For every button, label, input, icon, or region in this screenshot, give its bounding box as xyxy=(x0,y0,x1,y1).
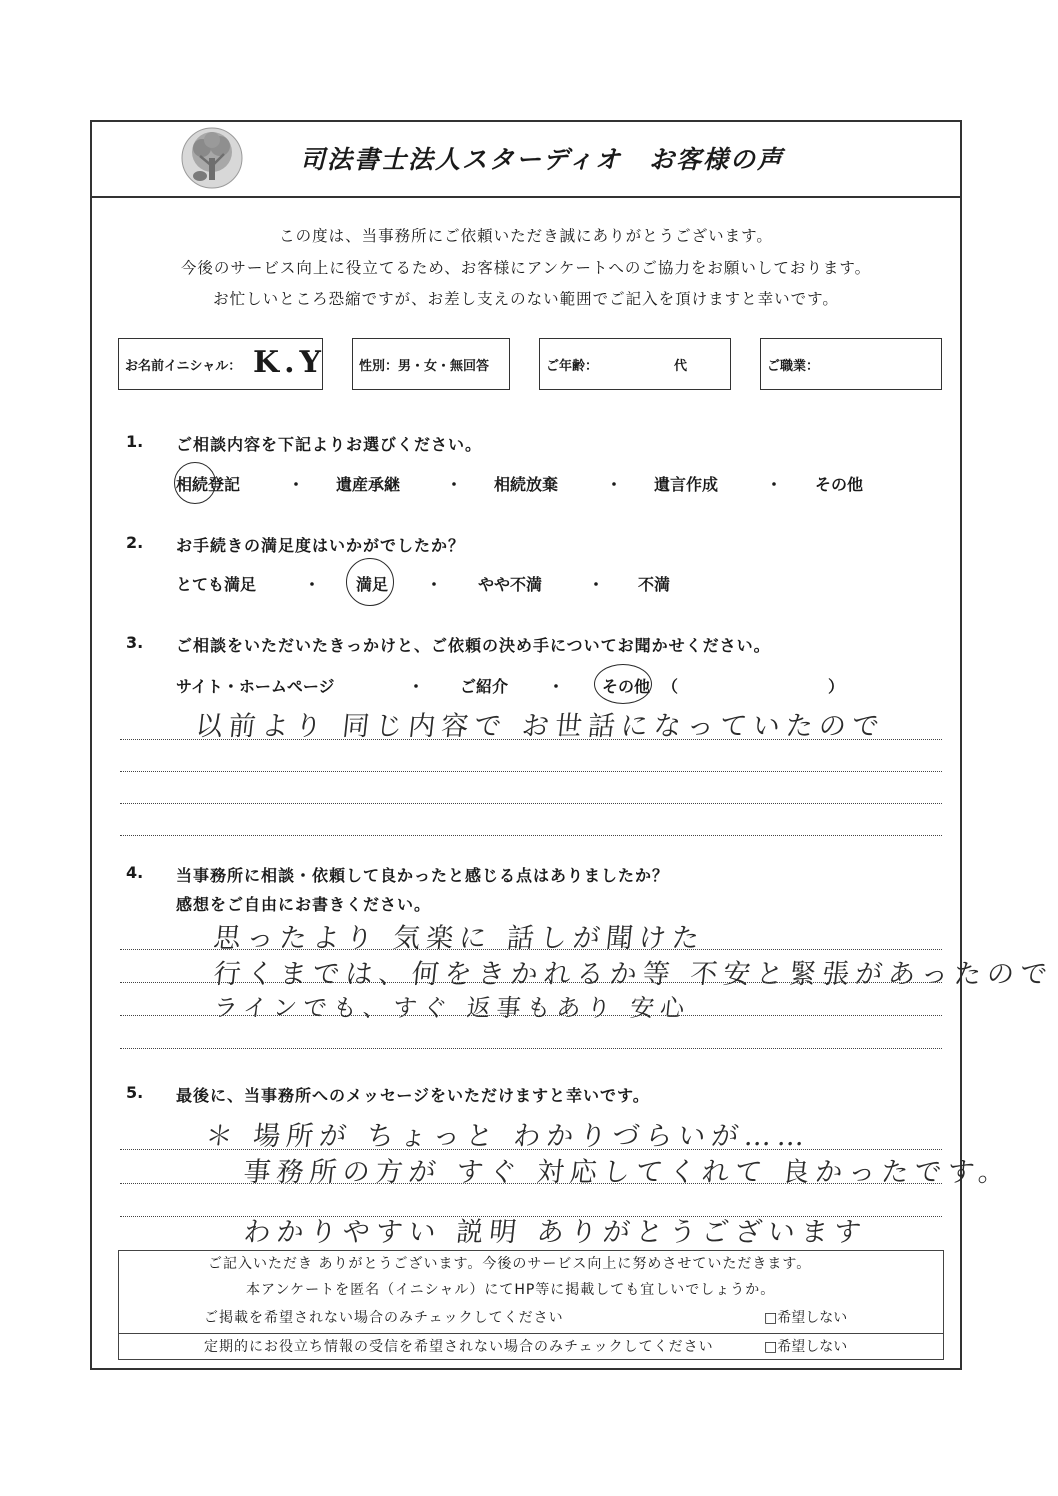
q4-handwritten-line-1: 思ったより 気楽に 話しが聞けた xyxy=(212,923,707,954)
separator-dot: ・ xyxy=(606,475,623,494)
separator-dot: ・ xyxy=(408,677,425,696)
q3-paren-open: （ xyxy=(662,677,679,696)
footer-thanks: ご記入いただき ありがとうございます。今後のサービス向上に努めさせていただきます。 xyxy=(208,1256,812,1272)
q2-text: お手続きの満足度はいかがでしたか？ xyxy=(176,536,466,555)
q5-text: 最後に、当事務所へのメッセージをいただけますと幸いです。 xyxy=(176,1086,650,1105)
answer-line xyxy=(120,982,942,983)
answer-line xyxy=(120,949,942,950)
q1-option-estate-succession[interactable]: 遺産承継 xyxy=(336,475,401,494)
page-title: 司法書士法人スターディオ お客様の声 xyxy=(300,145,785,174)
answer-line xyxy=(120,1216,942,1217)
initial-label: お名前イニシャル： xyxy=(125,359,242,374)
q1-selected-circle xyxy=(174,462,216,504)
q3-paren-close: ） xyxy=(828,677,845,696)
q1-number: 1. xyxy=(126,432,144,451)
intro-line-1: この度は、当事務所にご依頼いただき誠にありがとうございます。 xyxy=(279,227,773,245)
publish-optout-checkbox[interactable]: □希望しない xyxy=(764,1310,848,1326)
q3-option-referral[interactable]: ご紹介 xyxy=(460,677,509,696)
q3-text: ご相談をいただいたきっかけと、ご依頼の決め手についてお聞かせください。 xyxy=(176,636,771,655)
intro-line-2: 今後のサービス向上に役立てるため、お客様にアンケートへのご協力をお願いしております。 xyxy=(180,259,872,277)
answer-line xyxy=(120,1015,942,1016)
q3-option-other[interactable]: その他 xyxy=(602,677,651,696)
separator-dot: ・ xyxy=(426,575,443,594)
q1-text: ご相談内容を下記よりお選びください。 xyxy=(176,435,483,454)
footer-publish-optout: ご掲載を希望されない場合のみチェックしてください xyxy=(204,1310,564,1326)
q3-option-website[interactable]: サイト・ホームページ xyxy=(176,677,335,696)
q5-handwritten-line-2: 事務所の方が すぐ 対応してくれて 良かったです。 xyxy=(242,1157,1013,1188)
q1-option-renunciation[interactable]: 相続放棄 xyxy=(494,475,559,494)
footer-publish-question: 本アンケートを匿名（イニシャル）にてHP等に掲載しても宜しいでしょうか。 xyxy=(246,1282,776,1298)
age-box[interactable] xyxy=(539,338,731,390)
separator-dot: ・ xyxy=(548,677,565,696)
intro-line-3: お忙しいところ恐縮ですが、お差し支えのない範囲でご記入を頂けますと幸いです。 xyxy=(213,290,839,308)
answer-line xyxy=(120,771,942,772)
gender-label: 性別：男・女・無回答 xyxy=(359,359,490,374)
separator-dot: ・ xyxy=(304,575,321,594)
initial-value: K.Y xyxy=(253,345,326,380)
age-suffix: 代 xyxy=(674,359,688,374)
q5-handwritten-line-3: わかりやすい 説明 ありがとうございます xyxy=(242,1217,869,1248)
q3-handwritten-answer: 以前より 同じ内容で お世話になっていたので xyxy=(194,711,887,742)
q4-handwritten-line-2: 行くまでは、何をきかれるか等 不安と緊張があったので xyxy=(212,959,1055,990)
q2-option-very-satisfied[interactable]: とても満足 xyxy=(176,575,257,594)
footer-divider xyxy=(118,1333,944,1334)
answer-line xyxy=(120,835,942,836)
answer-line xyxy=(120,803,942,804)
q4-handwritten-line-3: ラインでも、すぐ 返事もあり 安心 xyxy=(212,994,692,1022)
q1-option-will[interactable]: 遺言作成 xyxy=(654,475,719,494)
q4-subtext: 感想をご自由にお書きください。 xyxy=(176,895,432,914)
gender-box[interactable] xyxy=(352,338,510,390)
footer-newsletter-optout: 定期的にお役立ち情報の受信を希望されない場合のみチェックしてください xyxy=(204,1339,714,1355)
separator-dot: ・ xyxy=(288,475,305,494)
q5-number: 5. xyxy=(126,1083,144,1102)
q4-text: 当事務所に相談・依頼して良かったと感じる点はありましたか？ xyxy=(176,866,670,885)
q1-option-inheritance-registration[interactable]: 相続登記 xyxy=(176,475,241,494)
q5-handwritten-line-1: ＊ 場所が ちょっと わかりづらいが…… xyxy=(204,1121,813,1152)
tree-logo-icon xyxy=(180,126,244,190)
q2-number: 2. xyxy=(126,533,144,552)
separator-dot: ・ xyxy=(766,475,783,494)
q2-selected-circle xyxy=(346,558,394,606)
q3-selected-circle xyxy=(594,664,652,704)
job-box[interactable] xyxy=(760,338,942,390)
q2-option-somewhat-dissatisfied[interactable]: やや不満 xyxy=(478,575,543,594)
answer-line xyxy=(120,1048,942,1049)
answer-line xyxy=(120,1149,942,1150)
separator-dot: ・ xyxy=(588,575,605,594)
newsletter-optout-checkbox[interactable]: □希望しない xyxy=(764,1339,848,1355)
q1-option-other[interactable]: その他 xyxy=(815,475,864,494)
separator-dot: ・ xyxy=(446,475,463,494)
job-label: ご職業： xyxy=(767,359,820,374)
answer-line xyxy=(120,739,942,740)
age-label: ご年齢： xyxy=(546,359,599,374)
q3-number: 3. xyxy=(126,633,144,652)
initial-box[interactable] xyxy=(118,338,326,390)
answer-line xyxy=(120,1183,942,1184)
q4-number: 4. xyxy=(126,863,144,882)
q2-option-satisfied[interactable]: 満足 xyxy=(356,575,389,594)
q2-option-dissatisfied[interactable]: 不満 xyxy=(638,575,671,594)
